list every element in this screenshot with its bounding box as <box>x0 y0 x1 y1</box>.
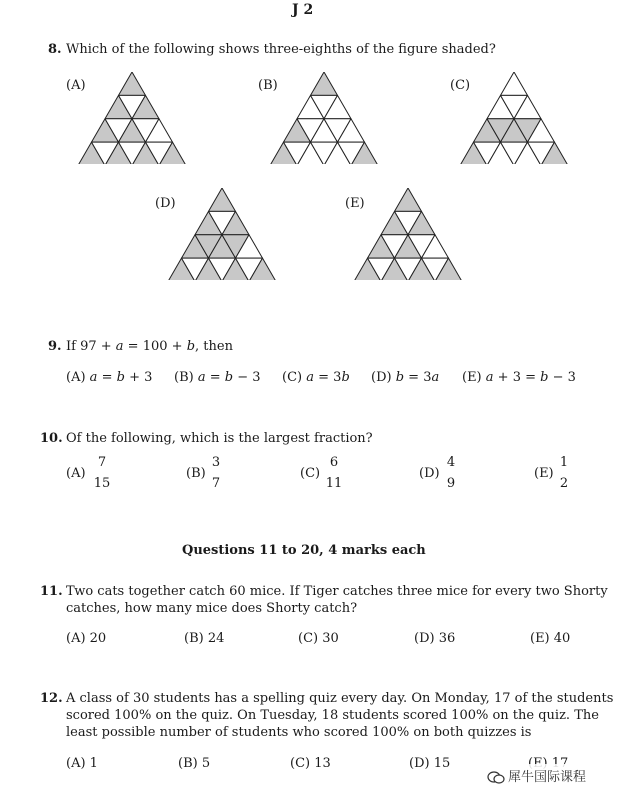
q12-option-c[interactable]: (C) 13 <box>290 756 331 771</box>
q11-option-e[interactable]: (E) 40 <box>530 631 571 646</box>
q10-number: 10. <box>40 431 63 446</box>
q9-stem-post: , then <box>195 339 233 354</box>
q9-stem-a: a <box>115 339 124 354</box>
figure-e-cell-0-0-up <box>395 188 422 211</box>
q11-option-b[interactable]: (B) 24 <box>184 631 225 646</box>
q9-option-c-v1: a <box>306 370 314 385</box>
q10-option-a-denominator: 15 <box>93 476 111 491</box>
q9-number: 9. <box>48 339 62 354</box>
q10-option-e-fraction <box>556 456 572 490</box>
q9-option-b-v1: a <box>197 370 206 385</box>
q12-line-1: A class of 30 students has a spelling quiz every day. On Monday, 17 of the students <box>66 691 614 706</box>
q8-option-b-label: (B) <box>258 78 278 93</box>
q10-option-c-denominator: 11 <box>325 476 343 491</box>
q12-line-2: scored 100% on the quiz. On Tuesday, 18 students scored 100% on the quiz. The <box>66 708 599 723</box>
q9-option-a-v2: b <box>116 370 125 385</box>
wechat-icon <box>487 771 505 785</box>
q9-option-b-label: (B) <box>174 370 198 385</box>
q9-option-c-op: = 3 <box>314 370 342 385</box>
q8-option-a-label: (A) <box>66 78 86 93</box>
page-header: J 2 <box>292 2 314 18</box>
q10-option-c-numerator: 6 <box>329 455 339 470</box>
figure-c-cell-0-0-up <box>501 72 528 95</box>
q11-line-1: Two cats together catch 60 mice. If Tiger catches three mice for every two Shorty <box>66 584 608 599</box>
q12-option-d[interactable]: (D) 15 <box>409 756 451 771</box>
q9-stem-b: b <box>186 339 196 354</box>
q10-option-e-numerator: 1 <box>559 455 569 470</box>
q8-text: Which of the following shows three-eighths of the figure shaded? <box>66 42 496 57</box>
q9-option-d-v2: a <box>431 370 440 385</box>
figure-a-cell-0-0-up <box>119 72 146 95</box>
q10-option-e-label[interactable]: (E) <box>534 466 554 481</box>
q10-option-d-numerator: 4 <box>446 455 456 470</box>
figure-d-cell-0-0-up <box>209 188 236 211</box>
q10-option-c-label[interactable]: (C) <box>300 466 321 481</box>
q9-option-c[interactable] <box>282 370 350 385</box>
q10-option-b-label[interactable]: (B) <box>186 466 206 481</box>
q11-number: 11. <box>40 584 63 599</box>
q8-option-e-label: (E) <box>345 196 365 211</box>
q10-option-b-fraction <box>208 456 224 490</box>
q9-stem-pre: If 97 + <box>66 339 116 354</box>
q9-option-b[interactable] <box>174 370 261 385</box>
q9-option-a-v1: a <box>89 370 98 385</box>
q10-option-b-denominator: 7 <box>211 476 221 491</box>
q10-option-d-denominator: 9 <box>446 476 456 491</box>
q9-option-d-v1: b <box>395 370 405 385</box>
figure-e <box>354 188 462 280</box>
q9-stem <box>66 339 233 354</box>
q9-option-a-rest: + 3 <box>124 370 153 385</box>
watermark <box>483 764 590 787</box>
figure-b-cell-0-0-up <box>311 72 338 95</box>
q8-option-c-label: (C) <box>450 78 471 93</box>
q9-option-d-label: (D) <box>371 370 396 385</box>
q11-line-2: catches, how many mice does Shorty catch? <box>66 601 358 616</box>
q8-option-d-label: (D) <box>155 196 176 211</box>
q9-stem-mid: = 100 + <box>123 339 187 354</box>
q10-option-c-fraction <box>324 456 344 490</box>
q9-option-c-v2: b <box>341 370 350 385</box>
q9-option-c-label: (C) <box>282 370 307 385</box>
q9-option-a-op: = <box>97 370 117 385</box>
q12-option-a[interactable]: (A) 1 <box>66 756 98 771</box>
q10-option-d-label[interactable]: (D) <box>419 466 440 481</box>
q9-option-d-op: = 3 <box>404 370 432 385</box>
q9-option-e-op: + 3 = <box>493 370 541 385</box>
q9-option-e-v2: b <box>540 370 549 385</box>
q10-option-b-numerator: 3 <box>211 455 221 470</box>
figure-a <box>78 72 186 164</box>
q10-option-a-numerator: 7 <box>97 455 107 470</box>
figure-d <box>168 188 276 280</box>
q12-option-b[interactable]: (B) 5 <box>178 756 211 771</box>
q9-option-e[interactable] <box>462 370 576 385</box>
section-heading: Questions 11 to 20, 4 marks each <box>182 543 426 558</box>
q10-option-d-fraction <box>443 456 459 490</box>
q9-option-d[interactable] <box>371 370 439 385</box>
q9-option-b-v2: b <box>224 370 234 385</box>
q9-option-a-label: (A) <box>66 370 90 385</box>
q9-option-e-v1: a <box>485 370 494 385</box>
q9-option-b-rest: − 3 <box>233 370 261 385</box>
q9-option-e-rest: − 3 <box>548 370 576 385</box>
q12-line-3: least possible number of students who scored 100% on both quizzes is <box>66 725 532 740</box>
q12-number: 12. <box>40 691 63 706</box>
q11-option-d[interactable]: (D) 36 <box>414 631 456 646</box>
figure-c <box>460 72 568 164</box>
figure-b <box>270 72 378 164</box>
q11-option-a[interactable]: (A) 20 <box>66 631 107 646</box>
q10-option-e-denominator: 2 <box>559 476 569 491</box>
q9-option-e-label: (E) <box>462 370 486 385</box>
q9-option-a[interactable] <box>66 370 152 385</box>
q10-option-a-label[interactable]: (A) <box>66 466 86 481</box>
q10-option-a-fraction <box>92 456 112 490</box>
q11-option-c[interactable]: (C) 30 <box>298 631 339 646</box>
q9-option-b-op: = <box>205 370 225 385</box>
q10-text: Of the following, which is the largest fraction? <box>66 431 373 446</box>
watermark-text: 犀牛国际课程 <box>508 770 587 785</box>
q8-number: 8. <box>48 42 62 57</box>
